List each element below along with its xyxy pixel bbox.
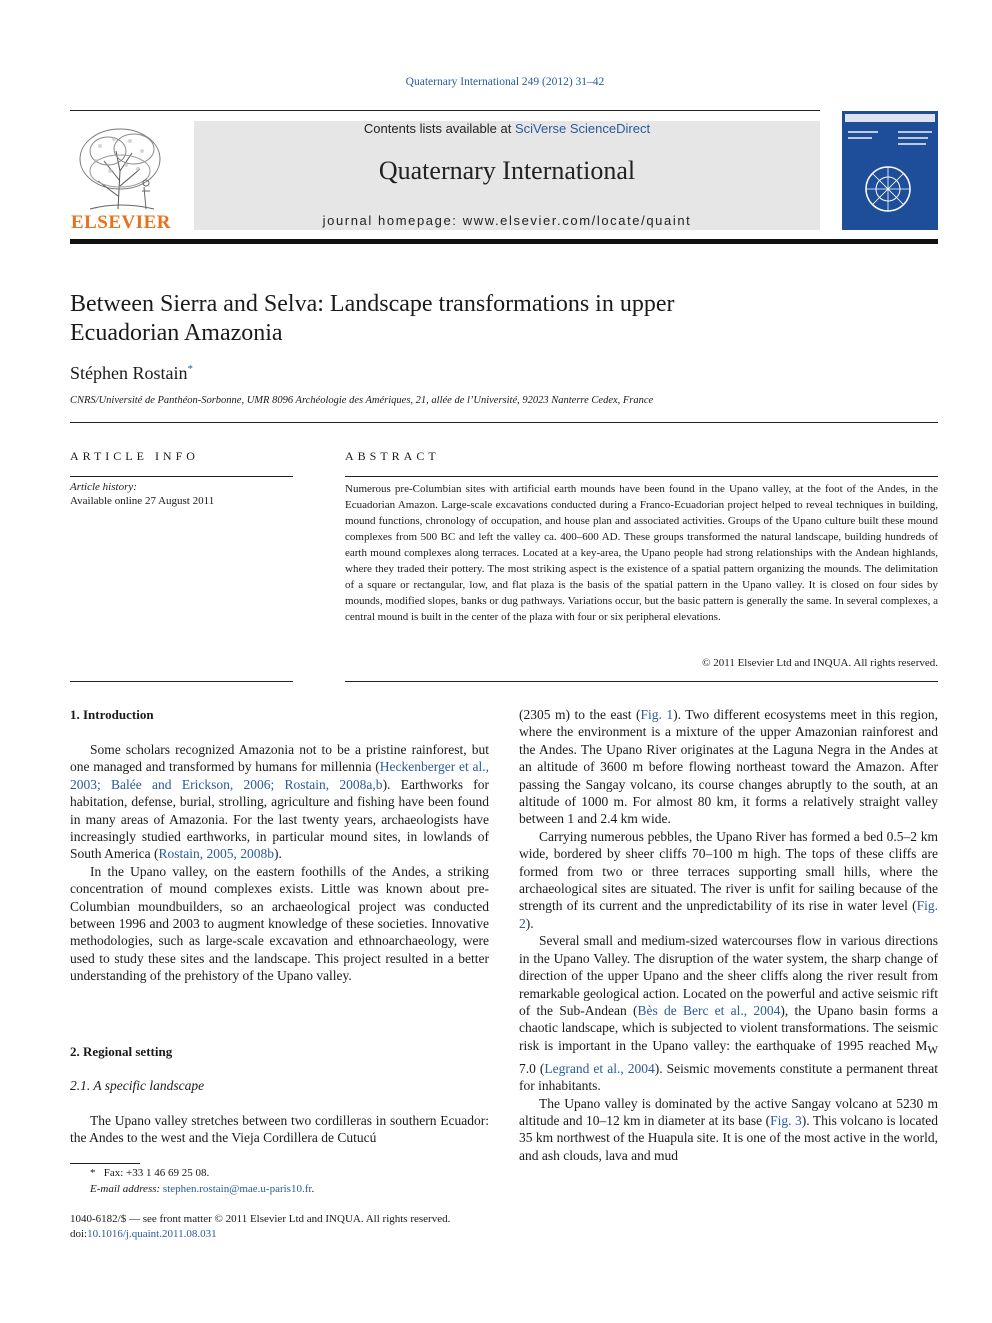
intro-paragraph-1 — [70, 741, 489, 863]
header-divider — [70, 110, 820, 111]
sciencedirect-link[interactable]: SciVerse ScienceDirect — [514, 121, 651, 136]
contents-prefix: Contents lists available at — [363, 121, 515, 136]
article-info-bottom-rule — [70, 681, 293, 682]
footnote-email-end: . — [311, 1183, 315, 1195]
magnitude-subscript: W — [927, 1044, 938, 1057]
footnote-divider — [70, 1163, 140, 1164]
journal-title: Quaternary International — [378, 156, 636, 185]
abstract-top-rule — [345, 476, 938, 477]
doi-link[interactable]: 10.1016/j.quaint.2011.08.031 — [87, 1227, 217, 1240]
abstract-heading: ABSTRACT — [345, 449, 440, 463]
regional-setting-heading: 2. Regional setting — [70, 1044, 173, 1059]
issn-line: 1040-6182/$ — see front matter © 2011 Elsevier Ltd and INQUA. All rights reserved. — [70, 1213, 451, 1225]
affiliation-divider — [70, 422, 938, 423]
right-p3-text-c: 7.0 ( — [519, 1060, 545, 1076]
right-p1-text-b: ). Two different ecosystems meet in this region, where the environment is a mixture of the upper Amazonian rainforest and the Andes. The Upano River originates at the Laguna Negra in the Andes at an altitude of 3600 m before flowing northeast toward the Amazon. After passing the Sangay volcano, its course changes abruptly to the south, at an altitude of 1000 m. For almost 80 km, it forms a relatively straight valley between 1 and 2.4 km wide. — [519, 707, 938, 827]
issn-doi-block — [70, 1212, 450, 1241]
citation-link-bes-de-berc[interactable]: Bès de Berc et al., 2004 — [637, 1002, 781, 1018]
doi-line — [70, 1227, 450, 1242]
citation-link-rostain[interactable]: Rostain, 2005, 2008b — [158, 846, 274, 862]
figure-link-2[interactable]: Fig. 2 — [519, 898, 938, 931]
footnote-fax-line — [70, 1165, 314, 1181]
right-p2-text-b: ). — [525, 915, 534, 931]
author-footnote-mark[interactable]: * — [187, 363, 193, 375]
right-p3-text-b: ), the Upano basin forms a chaotic landscape, which is subjected to violent transformations. The seismic risk is important in the Upano valley: the earthquake of 1995 reached M — [519, 1002, 938, 1053]
right-p4-text-b: ). This volcano is located 35 km northwest of the Huapula site. It is one of the most active in the world, and ash clouds, lava and mud — [519, 1113, 938, 1163]
right-paragraph-3 — [519, 932, 938, 1094]
right-paragraph-2 — [519, 828, 938, 932]
doi-label: doi: — [70, 1227, 88, 1240]
footnote-fax: Fax: +33 1 46 69 25 08. — [103, 1167, 210, 1179]
specific-landscape-subheading: 2.1. A specific landscape — [70, 1078, 205, 1093]
figure-link-3[interactable]: Fig. 3 — [770, 1113, 802, 1129]
citation-link-legrand[interactable]: Legrand et al., 2004 — [544, 1060, 655, 1076]
abstract-bottom-rule — [345, 681, 938, 682]
author-affiliation: CNRS/Université de Panthéon-Sorbonne, UMR 8096 Archéologie des Amériques, 21, allée de l’Université, 92023 Nanterre Cedex, France — [70, 395, 654, 406]
right-p1-text-a: (2305 m) to the east ( — [519, 707, 641, 722]
journal-homepage[interactable]: journal homepage: www.elsevier.com/locate/quaint — [322, 213, 692, 228]
right-p4-text-a: The Upano valley is dominated by the active Sangay volcano at 5230 m altitude and 10–12 km in diameter at its base ( — [519, 1095, 938, 1129]
intro-p1-text-c: ). — [274, 846, 282, 862]
intro-paragraph-2: In the Upano valley, on the eastern foothills of the Andes, a striking concentration of mound complexes exists. Little was known about pre-Columbian moundbuilders, so an archaeological project was conducted between 1996 and 2003 to augment knowledge of these societies. Innovative methodologies, such as large-scale excavation and ethnoarchaeology, were used to study these sites and the landscape. This project resulted in a better understanding of the prehistory of the Upano valley. — [70, 863, 489, 984]
article-info-heading: ARTICLE INFO — [70, 449, 199, 463]
right-p2-text-a: Carrying numerous pebbles, the Upano River has formed a bed 0.5–2 km wide, bordered by sheer cliffs 70–100 m high. The tops of these cliffs are formed from two or three terraces supporting small hills, where the archaeological sites are situated. The river is unfit for sailing because of the strength of its current and the unpredictability of its rise in water level ( — [519, 828, 938, 914]
footnote-email-line — [70, 1181, 314, 1197]
article-title-line2: Ecuadorian Amazonia — [70, 320, 283, 346]
regional-body — [70, 1112, 489, 1147]
citation-link-heckenberger[interactable]: Heckenberger et al., 2003; Balée and Erickson, 2006; Rostain, 2008a,b — [70, 759, 489, 792]
introduction-heading: 1. Introduction — [70, 707, 154, 722]
article-title — [70, 290, 890, 348]
abstract-copyright: © 2011 Elsevier Ltd and INQUA. All rights reserved. — [702, 657, 938, 669]
intro-p1-text-a: Some scholars recognized Amazonia not to be a pristine rainforest, but one managed and transformed by humans for millennia ( — [70, 742, 489, 775]
header-thick-divider — [70, 239, 938, 244]
article-title-line1: Between Sierra and Selva: Landscape transformations in upper — [70, 291, 675, 317]
article-history-value: Available online 27 August 2011 — [70, 495, 215, 507]
article-history-label: Article history: — [70, 481, 137, 493]
contents-line — [194, 121, 820, 136]
article-info-top-rule — [70, 476, 293, 477]
journal-cover-image[interactable] — [842, 111, 938, 230]
regional-paragraph-1: The Upano valley stretches between two cordilleras in southern Ecuador: the Andes to the west and the Vieja Cordillera de Cutucú — [70, 1113, 489, 1146]
right-p3-text-a: Several small and medium-sized watercourses flow in various directions in the Upano Valley. The disruption of the water system, the sharp change of direction of the upper Upano and the sheer cliffs along the river result from remarkable geological action. Located on the powerful and active seismic rift of the Sub-Andean ( — [519, 933, 938, 1018]
footnote-mark: * — [90, 1167, 96, 1179]
journal-citation[interactable]: Quaternary International 249 (2012) 31–42 — [405, 76, 605, 88]
right-p3-text-d: ). Seismic movements constitute a permanent threat for inhabitants. — [519, 1060, 939, 1094]
author-footnote — [70, 1165, 314, 1197]
author-email-link[interactable]: stephen.rostain@mae.u-paris10.fr — [162, 1183, 312, 1195]
right-column-body — [519, 706, 938, 1164]
author-name[interactable] — [70, 363, 193, 384]
elsevier-wordmark: ELSEVIER — [70, 212, 172, 233]
author-text[interactable]: Stéphen Rostain — [70, 363, 188, 383]
right-paragraph-4 — [519, 1095, 938, 1165]
introduction-body — [70, 741, 489, 985]
footnote-email-label: E-mail address: — [90, 1183, 161, 1195]
intro-p1-text-b: ). Earthworks for habitation, defense, burial, strolling, agriculture and fishing have been found in many areas of Amazonia. For the last twenty years, archaeologists have increasingly studied earthworks, in particular mound sites, in lowlands of South America ( — [70, 776, 489, 862]
figure-link-1[interactable]: Fig. 1 — [640, 707, 674, 722]
abstract-text: Numerous pre-Columbian sites with artificial earth mounds have been found in the Upano valley, at the foot of the Andes, in the Ecuadorian Amazon. Large-scale excavations conducted during a Franco-Ecuadorian project helped to reveal techniques in building, mound functions, chronology of occupation, and house plan and associated activities. Groups of the Upano culture built these mound complexes from 500 BC and left the valley ca. 400–600 AD. These groups transformed the natural landscape, building hundreds of earth mound complexes along terraces. Located at a key-area, the Upano people had strong relationships with the Andean highlands, where they traded their pottery. The most striking aspect is the existence of a spatial pattern organizing the mounds. The delimitation of a square or rectangular, low, and flat plaza is the basis of the spatial pattern in the Upano valley. It is closed on four sides by mounds, modified slopes, banks or dug pathways. Variations occur, but the basic pattern is generally the same. In several complexes, a central mound is built in the center of the plaza with four or six peripheral elevations. — [345, 483, 938, 623]
right-paragraph-1 — [519, 706, 938, 828]
